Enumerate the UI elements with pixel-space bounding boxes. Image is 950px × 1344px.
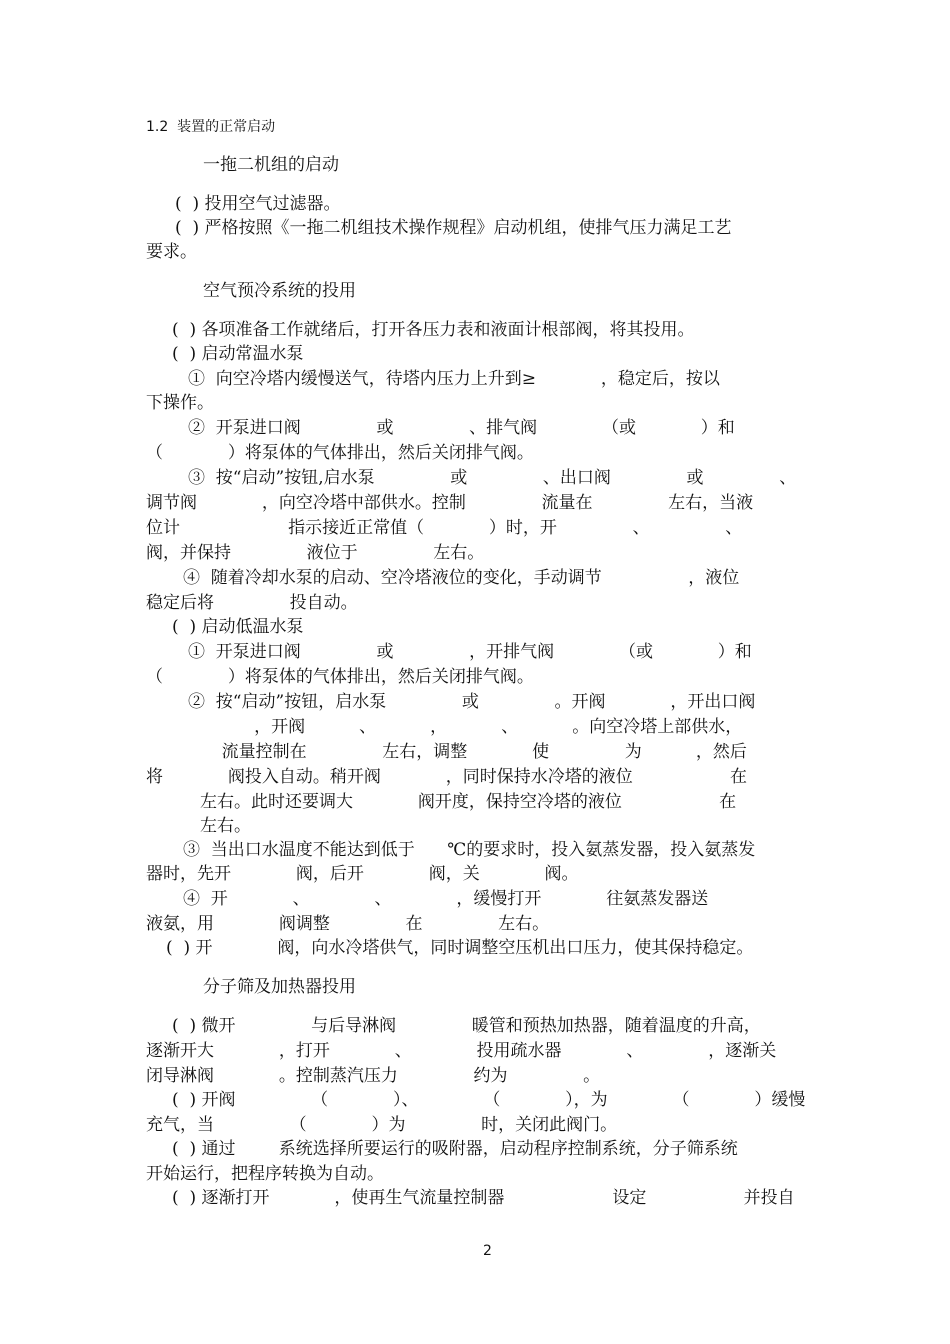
text-line: ( ) 逐渐打开 ，使再生气流量控制器 设定 并投自	[172, 1188, 795, 1208]
text-line: 调节阀 ，向空冷塔中部供水。控制 流量在 左右，当液	[146, 493, 754, 513]
text-line: ② 开泵进口阀 或 、排气阀 （或 ）和	[188, 418, 735, 438]
text-line: 液氨，用 阀调整 在 左右。	[146, 914, 550, 934]
text-line: 左右。此时还要调大 阀开度，保持空冷塔的液位 在	[146, 792, 737, 812]
text-line: ( ) 通过 系统选择所要运行的吸附器，启动程序控制系统，分子筛系统	[172, 1139, 738, 1159]
text-line: 充气，当 （ ）为 时，关闭此阀门。	[146, 1115, 618, 1135]
text-line: 开始运行，把程序转换为自动。	[146, 1164, 384, 1184]
text-line: 将 阀投入自动。稍开阀 ，同时保持水冷塔的液位 在	[146, 767, 747, 787]
text-line: 左右。	[146, 816, 252, 836]
text-line: ( ) 严格按照《一拖二机组技术操作规程》启动机组，使排气压力满足工艺	[175, 218, 732, 238]
text-line: ④ 随着冷却水泵的启动、空冷塔液位的变化，手动调节 ，液位	[183, 568, 740, 588]
text-line: 位计 指示接近正常值（ ）时，开 、 、	[146, 518, 743, 538]
text-line: ( ) 启动常温水泵	[172, 344, 304, 364]
text-line: ② 按“启动”按钮，启水泵 或 。开阀 ，开出口阀	[188, 692, 756, 712]
text-line: 一拖二机组的启动	[203, 155, 339, 175]
text-line: 逐渐开大 ，打开 、 投用疏水器 、 ，逐渐关	[146, 1041, 777, 1061]
text-line: 闭导淋阀 。控制蒸汽压力 约为 。	[146, 1066, 601, 1086]
text-line: 流量控制在 左右，调整 使 为 ，然后	[146, 742, 747, 762]
page-number: 2	[483, 1243, 492, 1259]
text-line: 分子筛及加热器投用	[203, 977, 356, 997]
text-line: （ ）将泵体的气体排出，然后关闭排气阀。	[146, 443, 534, 463]
text-line: 1.2 装置的正常启动	[146, 119, 276, 135]
text-line: 稳定后将 投自动。	[146, 593, 358, 613]
text-line: （ ）将泵体的气体排出，然后关闭排气阀。	[146, 667, 534, 687]
text-line: ，开阀 、 ， 、 。向空冷塔上部供水，	[146, 717, 743, 737]
text-line: 下操作。	[146, 393, 214, 413]
text-line: ③ 当出口水温度不能达到低于 ℃的要求时，投入氨蒸发器，投入氨蒸发	[183, 840, 756, 860]
text-line: ( ) 开阀 （ ）、 （ ），为 （ ）缓慢	[172, 1090, 806, 1110]
text-line: ( ) 微开 与后导淋阀 暖管和预热加热器，随着温度的升高，	[172, 1016, 761, 1036]
text-line: ① 开泵进口阀 或 ，开排气阀 （或 ）和	[188, 642, 752, 662]
text-line: ( ) 各项准备工作就绪后，打开各压力表和液面计根部阀，将其投用。	[172, 320, 695, 340]
text-line: 要求。	[146, 242, 197, 262]
text-line: ( ) 启动低温水泵	[172, 617, 304, 637]
text-line: ( ) 开 阀，向水冷塔供气，同时调整空压机出口压力，使其保持稳定。	[166, 938, 754, 958]
text-line: 阀，并保持 液位于 左右。	[146, 543, 485, 563]
text-line: ③ 按“启动”按钮,启水泵 或 、出口阀 或 、	[188, 468, 797, 488]
text-line: ① 向空冷塔内缓慢送气，待塔内压力上升到≥ ，稳定后，按以	[188, 369, 720, 389]
text-line: 器时，先开 阀，后开 阀，关 阀。	[146, 864, 579, 884]
text-line: ( ) 投用空气过滤器。	[175, 194, 341, 214]
text-line: 空气预冷系统的投用	[203, 281, 356, 301]
text-line: ④ 开 、 、 ，缓慢打开 往氨蒸发器送	[183, 889, 709, 909]
